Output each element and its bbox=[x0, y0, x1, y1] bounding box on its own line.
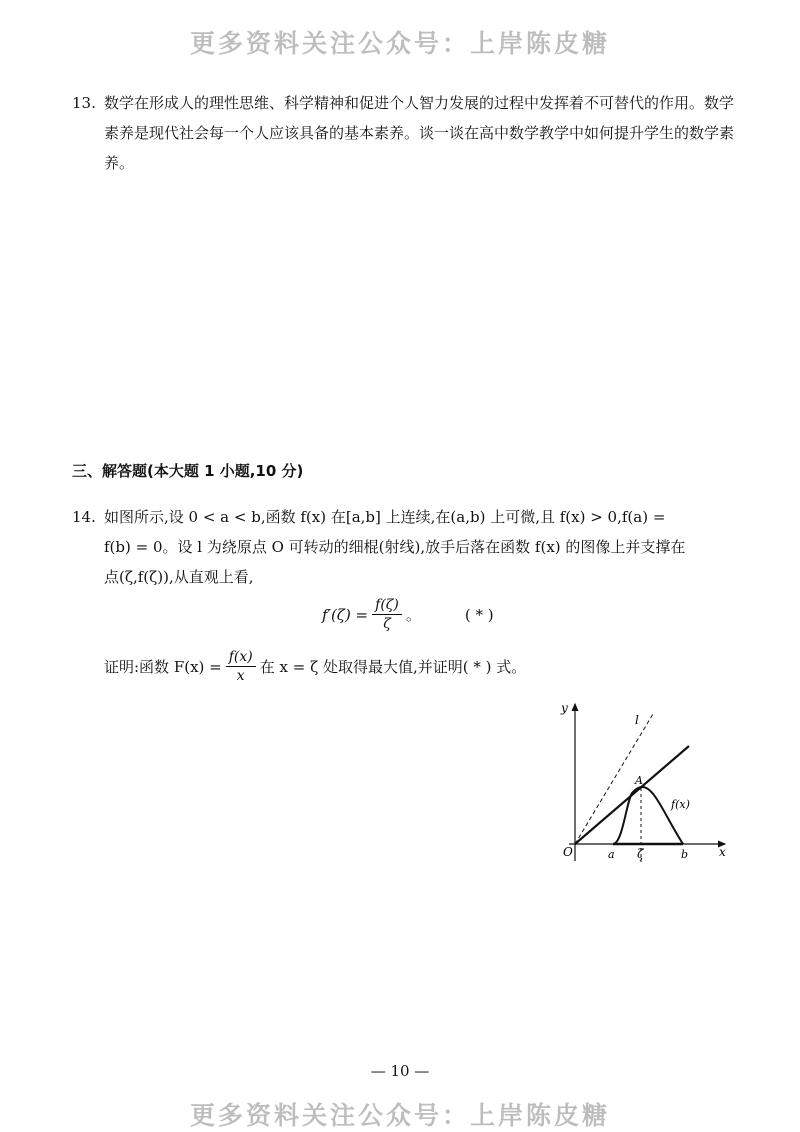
question-14-number: 14. bbox=[72, 508, 96, 526]
a-label: a bbox=[608, 848, 615, 861]
watermark-bottom: 更多资料关注公众号：上岸陈皮糖 bbox=[189, 1101, 610, 1130]
zeta-label: ζ bbox=[637, 847, 644, 861]
question-13-text: 数学在形成人的理性思维、科学精神和促进个人智力发展的过程中发挥着不可替代的作用。数学素养是现代社会每一个人应该具备的基本素养。谈一谈在高中数学教学中如何提升学生的数学素养。 bbox=[104, 94, 735, 172]
page-number: — 10 — bbox=[370, 1062, 430, 1080]
b-label: b bbox=[681, 848, 689, 861]
line-l-label: l bbox=[635, 713, 639, 727]
proof-numerator: f(x) bbox=[226, 648, 256, 667]
question-13-number: 13. bbox=[72, 94, 96, 112]
watermark-top: 更多资料关注公众号：上岸陈皮糖 bbox=[189, 29, 610, 58]
x-axis-label: x bbox=[719, 845, 726, 859]
curve-label: f(x) bbox=[671, 798, 690, 811]
question-14-line-1: 如图所示,设 0 < a < b,函数 f(x) 在[a,b] 上连续,在(a,b) 上可微,且 f(x) > 0,f(a) = bbox=[104, 508, 666, 526]
proof-prefix: 证明:函数 F(x) = bbox=[104, 658, 222, 676]
proof-fraction bbox=[226, 648, 256, 685]
formula-fraction bbox=[372, 596, 402, 633]
formula-tag: ( * ) bbox=[464, 605, 494, 624]
derivative-formula bbox=[322, 596, 494, 633]
question-14-text bbox=[104, 502, 744, 592]
question-14-line-3: 点(ζ,f(ζ)),从直观上看, bbox=[104, 568, 254, 586]
proof-statement bbox=[104, 648, 526, 685]
section-heading: 三、解答题(本大题 1 小题,10 分) bbox=[72, 462, 304, 480]
function-graph bbox=[555, 696, 735, 871]
function-curve bbox=[613, 787, 683, 844]
point-a-label: A bbox=[635, 774, 643, 787]
formula-numerator: f(ζ) bbox=[372, 596, 402, 615]
origin-label: O bbox=[563, 845, 573, 859]
question-14-line-2: f(b) = 0。设 l 为绕原点 O 可转动的细棍(射线),放手后落在函数 f(x) 的图像上并支撑在 bbox=[104, 538, 686, 556]
formula-lhs: f′(ζ) = bbox=[322, 605, 369, 624]
proof-denominator: x bbox=[236, 668, 245, 684]
y-axis-label: y bbox=[561, 701, 568, 715]
formula-end: 。 bbox=[405, 606, 421, 624]
proof-suffix: 在 x = ζ 处取得最大值,并证明( * ) 式。 bbox=[259, 658, 527, 676]
formula-denominator: ζ bbox=[383, 616, 391, 632]
